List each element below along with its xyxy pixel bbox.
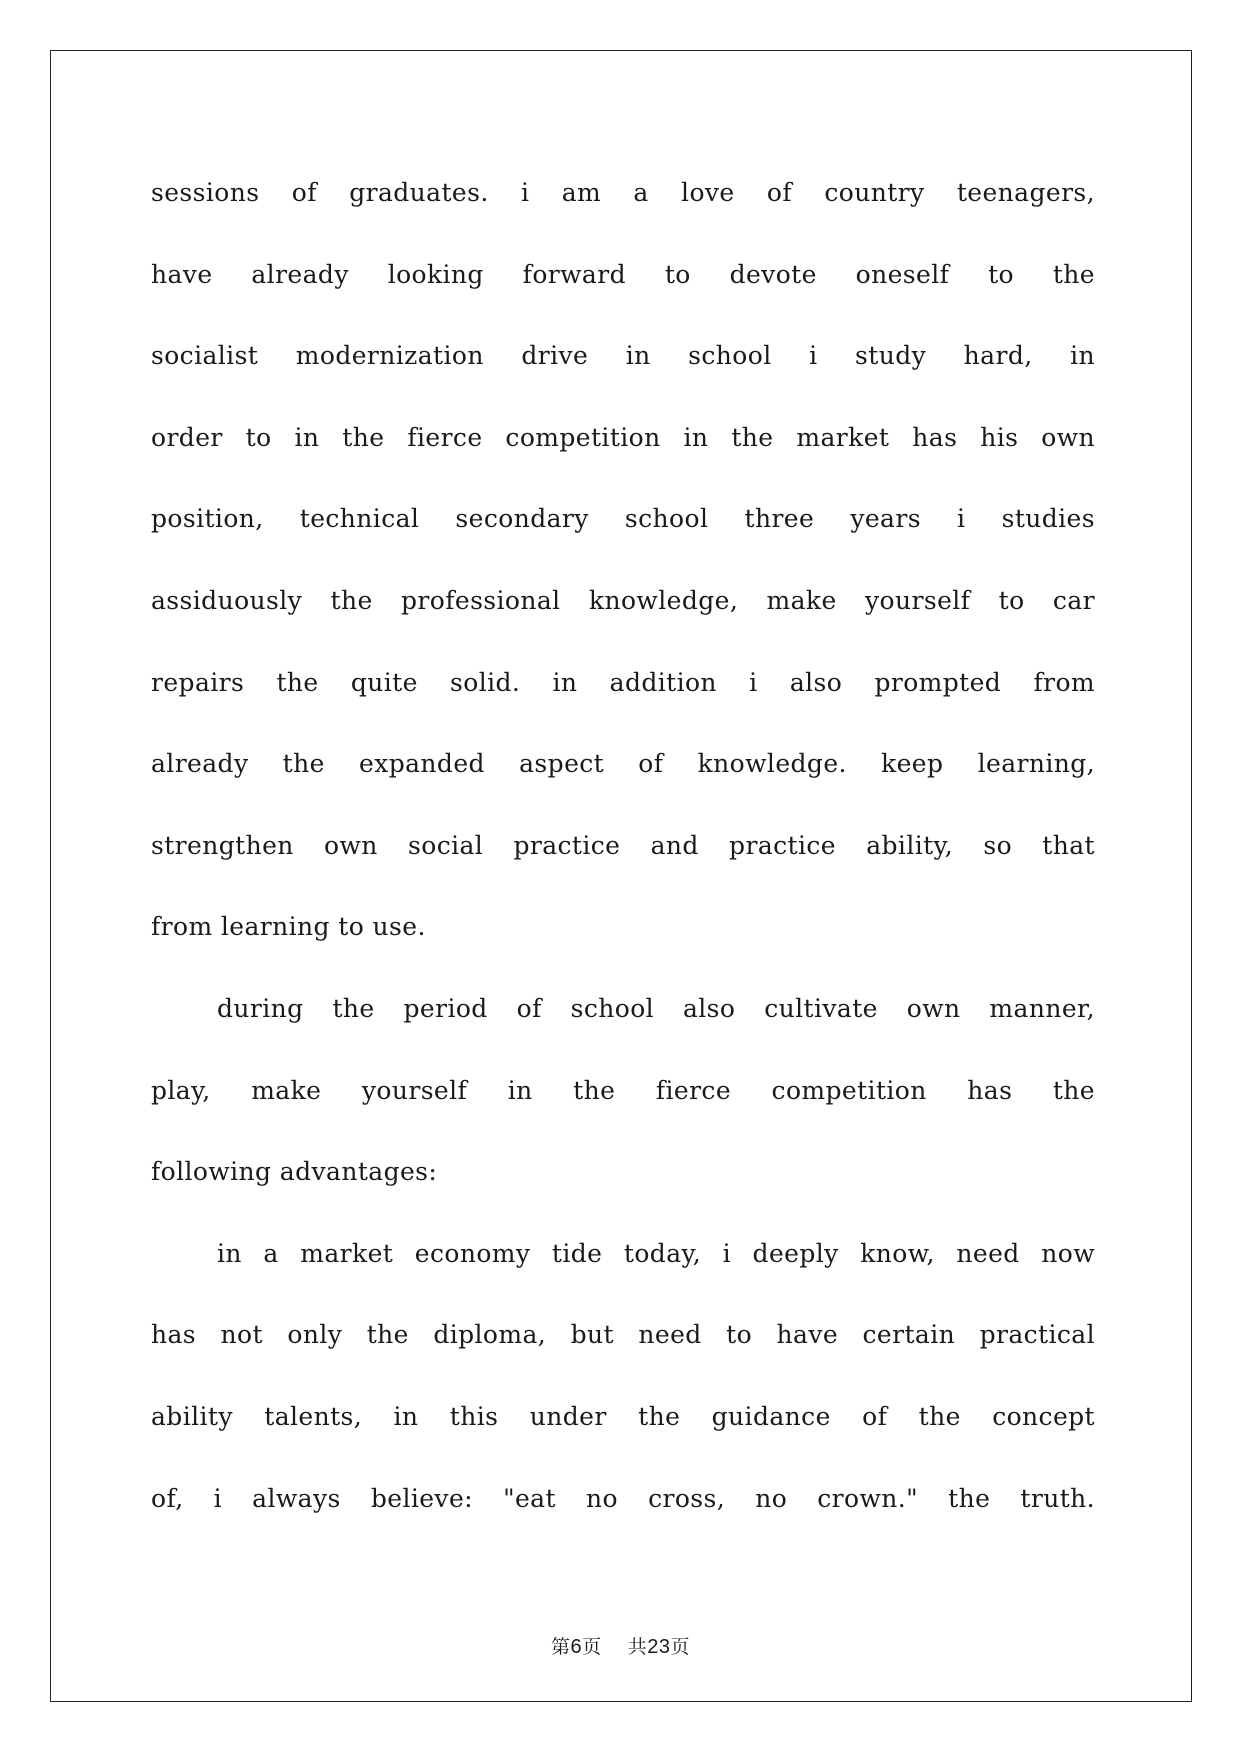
text-line: position, technical secondary school three years i studies <box>151 504 1095 534</box>
total-pages-number: 23 <box>647 1636 671 1658</box>
current-page-number: 6 <box>570 1636 583 1658</box>
text-line: socialist modernization drive in school i study hard, in <box>151 341 1095 371</box>
text-line: repairs the quite solid. in addition i also prompted from <box>151 667 1095 697</box>
text-line: in a market economy tide today, i deeply know, need now <box>217 1238 1095 1268</box>
footer-total-suffix: 页 <box>670 1636 691 1658</box>
text-line: have already looking forward to devote oneself to the <box>151 259 1095 289</box>
text-line: play, make yourself in the fierce competition has the <box>151 1075 1095 1105</box>
text-line: strengthen own social practice and practice ability, so that <box>151 830 1095 860</box>
footer-prefix: 第 <box>550 1636 571 1658</box>
page-footer <box>0 1632 1241 1659</box>
footer-page-word: 页 <box>582 1636 602 1658</box>
text-line: of, i always believe: "eat no cross, no crown." the truth. <box>151 1483 1095 1513</box>
text-line: following advantages: <box>151 1157 438 1187</box>
text-line: already the expanded aspect of knowledge. keep learning, <box>151 749 1095 779</box>
footer-total-prefix: 共 <box>627 1636 648 1658</box>
document-body <box>151 152 1095 1539</box>
text-line: ability talents, in this under the guidance of the concept <box>151 1401 1095 1431</box>
text-line: has not only the diploma, but need to have certain practical <box>151 1320 1095 1350</box>
text-line: assiduously the professional knowledge, make yourself to car <box>151 585 1095 615</box>
text-line: from learning to use. <box>151 912 426 942</box>
text-line: during the period of school also cultivate own manner, <box>217 993 1095 1023</box>
text-line: order to in the fierce competition in the market has his own <box>151 422 1095 452</box>
text-line: sessions of graduates. i am a love of country teenagers, <box>151 178 1095 207</box>
